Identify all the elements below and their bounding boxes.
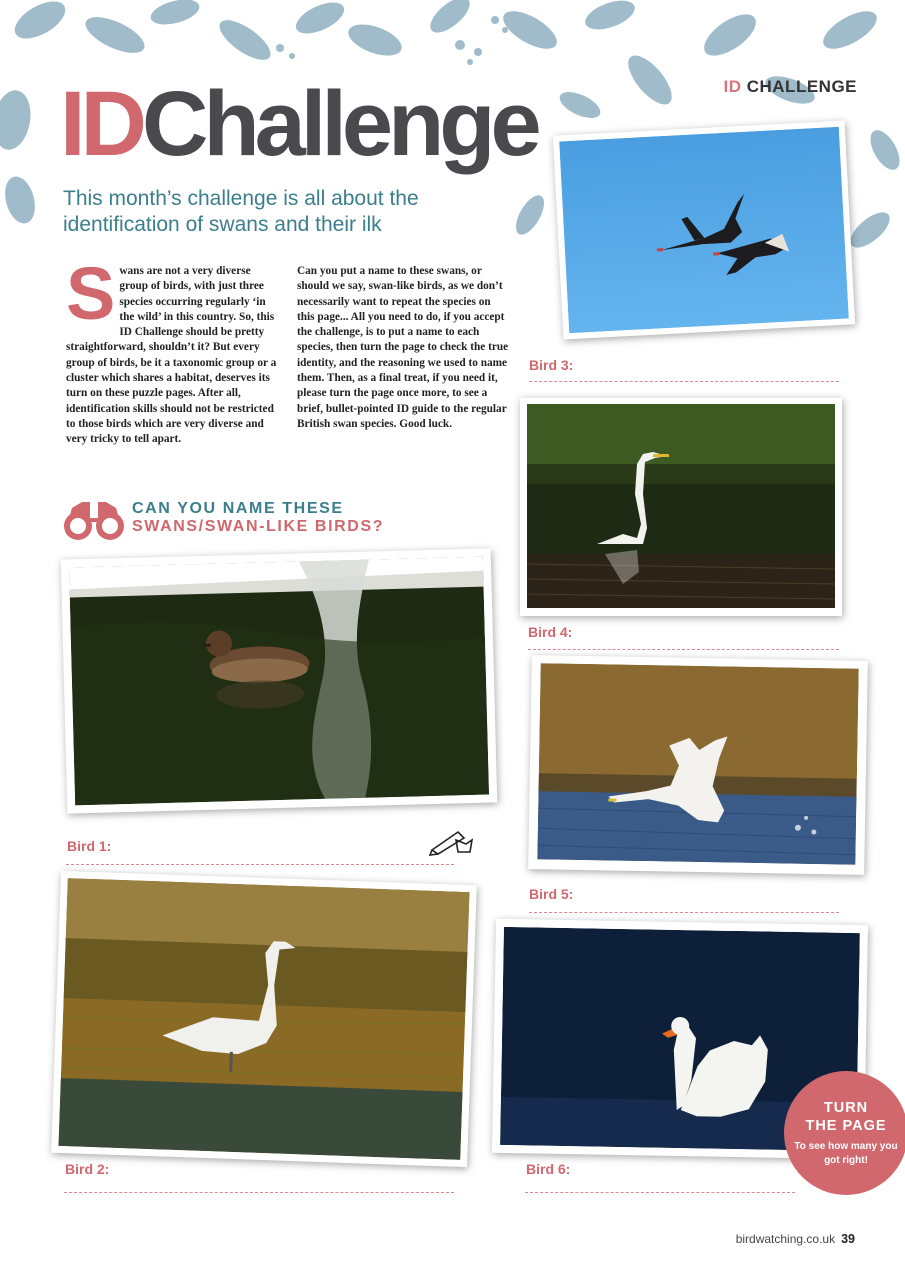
footer-site: birdwatching.co.uk	[735, 1232, 836, 1246]
page-footer	[736, 1232, 855, 1246]
page-title-rest: Challenge	[142, 73, 537, 175]
bird-6-answer-line[interactable]	[525, 1192, 795, 1193]
section-tag-rest: CHALLENGE	[741, 77, 857, 96]
bird-4-photo	[520, 398, 842, 616]
page-title	[60, 73, 537, 175]
section-tag	[724, 77, 858, 97]
bird-5-label: Bird 5:	[529, 886, 574, 902]
bird-3-photo	[553, 120, 855, 339]
bird-2-answer-line[interactable]	[64, 1192, 454, 1193]
callout-line-1: CAN YOU NAME THESE	[132, 500, 344, 517]
pen-icon	[428, 826, 474, 856]
bird-4-answer-line[interactable]	[528, 649, 839, 650]
bird-1-label: Bird 1:	[67, 838, 112, 854]
section-tag-id: ID	[723, 77, 742, 96]
bird-2-photo	[51, 871, 477, 1167]
bird-2-label: Bird 2:	[65, 1161, 110, 1177]
article-column-2: Can you put a name to these swans, or should we say, swan-like birds, as we don’t necessarily want to repeat the species on this page... All you need to do, if you accept the challenge, is to put a name to each species, then turn the page to check the true identity, and the reasoning we used to name them. Then, as a final treat, if you need it, please turn the page once more, to see a brief, bullet-pointed ID guide to the regular British swan species. Good luck.	[297, 265, 509, 430]
turn-page-heading	[784, 1099, 905, 1135]
page-number: 39	[841, 1232, 855, 1246]
article-column-1	[66, 252, 278, 448]
bird-4-label: Bird 4:	[528, 624, 573, 640]
bird-5-photo	[528, 655, 868, 875]
turn-page-line-1: TURN	[823, 1100, 869, 1116]
callout-line-2: SWANS/SWAN-LIKE BIRDS?	[132, 518, 385, 535]
article-column-1-text: wans are not a very diverse group of birds, with just three species occurring regularly ‘in the wild’ in this country. So, this ID Challenge should be pretty straightforward, shouldn’t it? But every group of birds, be it a taxonomic group or a cluster which shares a habitat, deserves its turn on these puzzle pages. After all, identification skills should not be restricted to those birds which are very diverse and very tricky to tell apart.	[66, 265, 277, 446]
dropcap: S	[66, 252, 116, 335]
bird-6-label: Bird 6:	[526, 1161, 571, 1177]
bird-1-photo	[61, 548, 498, 813]
page-subtitle: This month’s challenge is all about the identification of swans and their ilk	[63, 187, 419, 236]
page-title-id: ID	[60, 73, 142, 175]
turn-page-line-2: THE PAGE	[805, 1118, 887, 1134]
turn-page-badge[interactable]	[784, 1071, 905, 1195]
binoculars-icon	[62, 498, 126, 542]
bird-3-label: Bird 3:	[529, 357, 574, 373]
bird-3-answer-line[interactable]	[529, 381, 839, 382]
bird-1-answer-line[interactable]	[66, 864, 454, 865]
bird-5-answer-line[interactable]	[529, 912, 839, 913]
turn-page-subtext: To see how many you got right!	[794, 1141, 898, 1166]
